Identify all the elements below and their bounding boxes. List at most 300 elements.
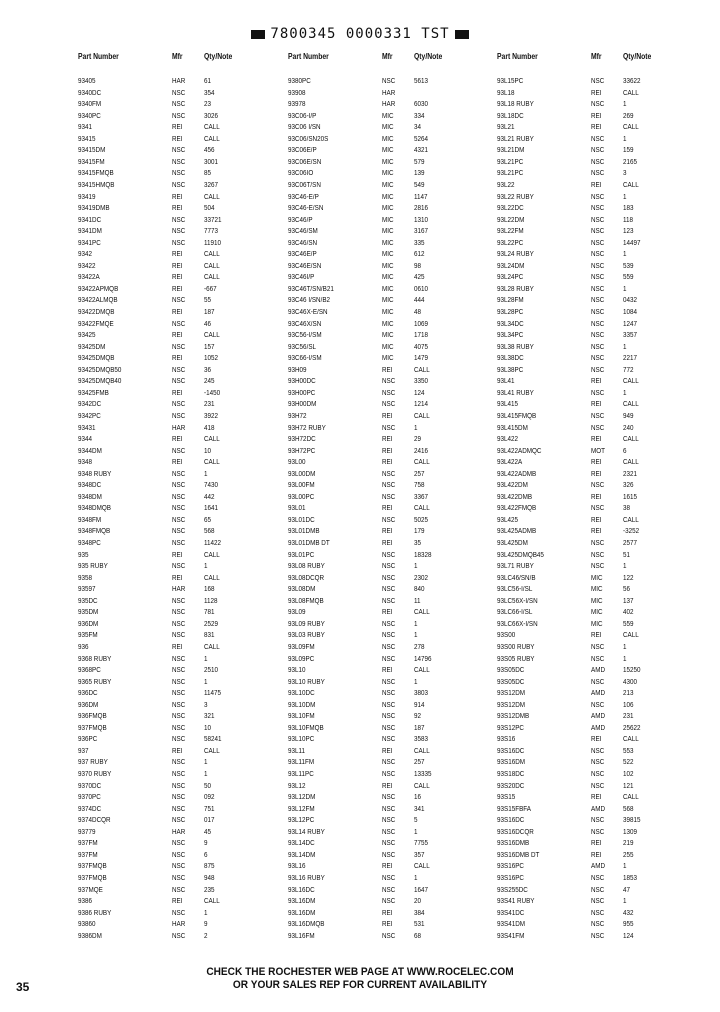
quantity: 51 bbox=[623, 551, 631, 559]
part-number: 93LC46/SN/B bbox=[497, 574, 536, 582]
table-row bbox=[497, 376, 697, 387]
part-number: 937FMQB bbox=[78, 863, 107, 871]
manufacturer: NSC bbox=[591, 170, 605, 178]
quantity: CALL bbox=[414, 412, 430, 420]
table-row bbox=[497, 76, 697, 87]
manufacturer: MIC bbox=[382, 158, 394, 166]
quantity: 85 bbox=[204, 170, 212, 178]
table-row bbox=[288, 757, 488, 768]
manufacturer: NSC bbox=[382, 389, 396, 397]
manufacturer: MIC bbox=[591, 597, 603, 605]
quantity: 36 bbox=[204, 366, 212, 374]
table-row bbox=[78, 850, 278, 861]
table-row bbox=[78, 596, 278, 607]
manufacturer: HAR bbox=[172, 828, 186, 836]
quantity: 531 bbox=[414, 921, 425, 929]
manufacturer: REI bbox=[591, 124, 602, 132]
manufacturer: NSC bbox=[382, 874, 396, 882]
quantity: 257 bbox=[414, 759, 425, 767]
quantity: 326 bbox=[623, 482, 634, 490]
table-row bbox=[78, 122, 278, 133]
quantity: 25622 bbox=[623, 724, 641, 732]
manufacturer: NSC bbox=[591, 320, 605, 328]
manufacturer: NSC bbox=[591, 759, 605, 767]
quantity: CALL bbox=[204, 274, 220, 282]
quantity: 50 bbox=[204, 782, 212, 790]
part-number: 93L38DC bbox=[497, 355, 524, 363]
part-number: 93L22 RUBY bbox=[497, 193, 534, 201]
part-number: 9386 RUBY bbox=[78, 909, 112, 917]
part-number: 93431 bbox=[78, 424, 96, 432]
manufacturer: NSC bbox=[172, 112, 186, 120]
manufacturer: MIC bbox=[382, 332, 394, 340]
manufacturer: MIC bbox=[382, 228, 394, 236]
part-number: 937FMQB bbox=[78, 724, 107, 732]
table-row bbox=[497, 896, 697, 907]
part-number: 93LC56X-I/SN bbox=[497, 597, 538, 605]
part-number: 93L422 bbox=[497, 436, 519, 444]
quantity: 38 bbox=[623, 505, 631, 513]
manufacturer: NSC bbox=[382, 690, 396, 698]
table-row bbox=[78, 515, 278, 526]
part-number: 93L14 RUBY bbox=[288, 828, 325, 836]
manufacturer: MIC bbox=[382, 216, 394, 224]
table-row bbox=[78, 330, 278, 341]
quantity: 1 bbox=[623, 898, 627, 906]
quantity: 1 bbox=[623, 563, 627, 571]
quantity: CALL bbox=[204, 332, 220, 340]
table-row bbox=[497, 203, 697, 214]
parts-column-3 bbox=[497, 50, 697, 940]
quantity: 7773 bbox=[204, 228, 219, 236]
quantity: 10 bbox=[204, 724, 212, 732]
quantity: 123 bbox=[623, 228, 634, 236]
manufacturer: REI bbox=[382, 782, 393, 790]
document-code: 7800345 0000331 TST bbox=[270, 26, 450, 42]
quantity: 124 bbox=[623, 932, 634, 940]
part-number: 93S16DC bbox=[497, 817, 525, 825]
quantity: 1 bbox=[623, 101, 627, 109]
manufacturer: REI bbox=[382, 505, 393, 513]
manufacturer: NSC bbox=[591, 678, 605, 686]
manufacturer: MIC bbox=[591, 574, 603, 582]
part-number: 9370PC bbox=[78, 794, 101, 802]
table-row bbox=[78, 284, 278, 295]
quantity: 98 bbox=[414, 262, 422, 270]
table-row bbox=[78, 342, 278, 353]
manufacturer: NSC bbox=[172, 158, 186, 166]
table-row bbox=[288, 342, 488, 353]
quantity: 1 bbox=[623, 343, 627, 351]
table-row bbox=[288, 272, 488, 283]
manufacturer: NSC bbox=[172, 89, 186, 97]
manufacturer: NSC bbox=[172, 366, 186, 374]
quantity: 612 bbox=[414, 251, 425, 259]
manufacturer: NSC bbox=[382, 574, 396, 582]
manufacturer: NSC bbox=[382, 701, 396, 709]
part-number: 93L41 bbox=[497, 378, 515, 386]
quantity: CALL bbox=[414, 863, 430, 871]
table-row bbox=[497, 573, 697, 584]
manufacturer: NSC bbox=[382, 378, 396, 386]
manufacturer: REI bbox=[382, 609, 393, 617]
quantity: 522 bbox=[623, 759, 634, 767]
manufacturer: AMD bbox=[591, 690, 606, 698]
table-row bbox=[497, 873, 697, 884]
manufacturer: NSC bbox=[172, 667, 186, 675]
quantity: 2217 bbox=[623, 355, 638, 363]
manufacturer: NSC bbox=[172, 713, 186, 721]
table-row bbox=[78, 168, 278, 179]
part-number: 9368 RUBY bbox=[78, 655, 112, 663]
quantity: 1718 bbox=[414, 332, 429, 340]
manufacturer: NSC bbox=[591, 563, 605, 571]
part-number: 93L08 RUBY bbox=[288, 563, 325, 571]
table-row bbox=[78, 861, 278, 872]
table-row bbox=[497, 792, 697, 803]
quantity: CALL bbox=[623, 459, 639, 467]
manufacturer: NSC bbox=[172, 493, 186, 501]
quantity: 1853 bbox=[623, 874, 638, 882]
part-number: 93S05 RUBY bbox=[497, 655, 535, 663]
part-number: 936DC bbox=[78, 690, 98, 698]
part-number: 93L16FM bbox=[288, 932, 315, 940]
part-number: 9370DC bbox=[78, 782, 102, 790]
manufacturer: NSC bbox=[382, 470, 396, 478]
table-row bbox=[78, 607, 278, 618]
quantity: CALL bbox=[623, 401, 639, 409]
manufacturer: MIC bbox=[382, 251, 394, 259]
part-number: 93S12PC bbox=[497, 724, 524, 732]
table-row bbox=[288, 469, 488, 480]
table-row bbox=[78, 908, 278, 919]
part-number: 937MQE bbox=[78, 886, 103, 894]
manufacturer: NSC bbox=[382, 736, 396, 744]
table-row bbox=[288, 734, 488, 745]
manufacturer: MIC bbox=[382, 124, 394, 132]
part-number: 93L22DC bbox=[497, 205, 524, 213]
manufacturer: MIC bbox=[382, 285, 394, 293]
manufacturer: NSC bbox=[591, 886, 605, 894]
table-row bbox=[288, 492, 488, 503]
table-row bbox=[497, 111, 697, 122]
manufacturer: REI bbox=[382, 667, 393, 675]
part-number: 9368PC bbox=[78, 667, 101, 675]
manufacturer: REI bbox=[591, 378, 602, 386]
quantity: 122 bbox=[623, 574, 634, 582]
part-number: 93LC56-I/SL bbox=[497, 586, 533, 594]
quantity: 231 bbox=[623, 713, 634, 721]
quantity: CALL bbox=[623, 632, 639, 640]
part-number: 93L425 bbox=[497, 516, 519, 524]
table-row bbox=[78, 584, 278, 595]
quantity: 1641 bbox=[204, 505, 219, 513]
manufacturer: NSC bbox=[382, 771, 396, 778]
manufacturer: NSC bbox=[172, 181, 186, 189]
table-row bbox=[78, 550, 278, 561]
manufacturer: MIC bbox=[382, 135, 394, 143]
table-row bbox=[497, 399, 697, 410]
part-number: 93908 bbox=[288, 89, 306, 97]
table-row bbox=[288, 215, 488, 226]
table-row bbox=[288, 319, 488, 330]
table-row bbox=[497, 757, 697, 768]
table-row bbox=[78, 642, 278, 653]
part-number: 93422A bbox=[78, 274, 100, 282]
manufacturer: HAR bbox=[382, 89, 396, 97]
part-number: 93978 bbox=[288, 101, 306, 109]
part-number: 93L18DC bbox=[497, 112, 524, 120]
quantity: 4075 bbox=[414, 343, 429, 351]
quantity: CALL bbox=[204, 747, 220, 755]
table-row bbox=[497, 434, 697, 445]
table-row bbox=[497, 642, 697, 653]
table-row bbox=[78, 365, 278, 376]
table-row bbox=[288, 931, 488, 942]
manufacturer: NSC bbox=[172, 528, 186, 536]
part-number: 9386 bbox=[78, 898, 93, 906]
quantity: 121 bbox=[623, 782, 634, 790]
part-number: 93L28PC bbox=[497, 309, 524, 316]
manufacturer: NSC bbox=[382, 78, 396, 85]
part-number: 93L10 RUBY bbox=[288, 678, 325, 686]
quantity: 235 bbox=[204, 886, 215, 894]
part-number: 936DM bbox=[78, 701, 99, 709]
manufacturer: REI bbox=[172, 747, 183, 755]
quantity: CALL bbox=[204, 436, 220, 444]
part-number: 936PC bbox=[78, 736, 98, 744]
part-number: 93LC66-I/SL bbox=[497, 609, 533, 617]
part-number: 93S00 bbox=[497, 632, 516, 640]
table-row bbox=[288, 249, 488, 260]
part-number: 93L21 bbox=[497, 124, 515, 132]
table-row bbox=[288, 561, 488, 572]
part-number: 93L14DC bbox=[288, 840, 315, 848]
table-row bbox=[78, 376, 278, 387]
part-number: 935 bbox=[78, 551, 89, 559]
quantity: 442 bbox=[204, 493, 215, 501]
manufacturer: NSC bbox=[172, 482, 186, 490]
table-row bbox=[288, 353, 488, 364]
part-number: 9342 bbox=[78, 251, 93, 259]
quantity: -1450 bbox=[204, 389, 221, 397]
manufacturer: REI bbox=[591, 794, 602, 802]
table-row bbox=[288, 896, 488, 907]
manufacturer: NSC bbox=[172, 147, 186, 155]
quantity: 1 bbox=[623, 193, 627, 201]
table-row bbox=[288, 330, 488, 341]
part-number: 93L24DM bbox=[497, 262, 525, 270]
quantity: 1310 bbox=[414, 216, 429, 224]
quantity: 949 bbox=[623, 412, 634, 420]
quantity: 357 bbox=[414, 851, 425, 859]
part-number: 93L28 RUBY bbox=[497, 285, 534, 293]
part-number: 93422FMQE bbox=[78, 320, 114, 328]
quantity: 444 bbox=[414, 297, 425, 305]
part-number: 93415FMQB bbox=[78, 170, 114, 178]
manufacturer: NSC bbox=[591, 828, 605, 836]
manufacturer: NSC bbox=[591, 343, 605, 351]
table-row bbox=[288, 781, 488, 792]
quantity: 35 bbox=[414, 540, 422, 547]
quantity: -667 bbox=[204, 285, 217, 293]
manufacturer: NSC bbox=[591, 228, 605, 236]
table-row bbox=[288, 688, 488, 699]
part-number: 93L21DM bbox=[497, 147, 525, 155]
part-number: 93425DMQB bbox=[78, 355, 115, 363]
manufacturer: NSC bbox=[382, 932, 396, 940]
table-row bbox=[288, 157, 488, 168]
quantity: 539 bbox=[623, 262, 634, 270]
table-row bbox=[78, 88, 278, 99]
part-number: 93H09 bbox=[288, 366, 307, 374]
quantity: 2510 bbox=[204, 667, 219, 675]
table-row bbox=[78, 885, 278, 896]
quantity: 9 bbox=[204, 840, 208, 848]
quantity: 3026 bbox=[204, 112, 219, 120]
part-number: 93L21PC bbox=[497, 170, 524, 178]
part-number: 9341DM bbox=[78, 228, 102, 236]
quantity: 1309 bbox=[623, 828, 638, 836]
part-number: 93C46E/SN bbox=[288, 262, 322, 270]
table-row bbox=[78, 353, 278, 364]
part-number: 93L22FM bbox=[497, 228, 524, 236]
manufacturer: REI bbox=[591, 112, 602, 120]
part-number: 93L08DM bbox=[288, 586, 316, 594]
quantity: 45 bbox=[204, 828, 212, 836]
quantity: 29 bbox=[414, 436, 422, 444]
manufacturer: NSC bbox=[591, 101, 605, 109]
manufacturer: HAR bbox=[172, 424, 186, 432]
part-number: 93C06E/P bbox=[288, 147, 317, 155]
quantity: 384 bbox=[414, 909, 425, 917]
table-row bbox=[288, 88, 488, 99]
table-row bbox=[288, 399, 488, 410]
table-row bbox=[78, 388, 278, 399]
table-row bbox=[288, 526, 488, 537]
quantity: 34 bbox=[414, 124, 422, 132]
quantity: 157 bbox=[204, 343, 215, 351]
part-number: 9380PC bbox=[288, 78, 311, 85]
manufacturer: REI bbox=[172, 205, 183, 213]
part-number: 93L09PC bbox=[288, 655, 315, 663]
manufacturer: NSC bbox=[591, 782, 605, 790]
part-number: 93C46X/SN bbox=[288, 320, 322, 328]
manufacturer: NSC bbox=[382, 563, 396, 571]
quantity: 219 bbox=[623, 840, 634, 848]
part-number: 93L10 bbox=[288, 667, 306, 675]
part-number: 935 RUBY bbox=[78, 563, 108, 571]
table-row bbox=[497, 295, 697, 306]
part-number: 93L425DM bbox=[497, 540, 528, 547]
manufacturer: MIC bbox=[382, 297, 394, 305]
quantity: 2165 bbox=[623, 158, 638, 166]
manufacturer: REI bbox=[591, 528, 602, 536]
manufacturer: NSC bbox=[591, 747, 605, 755]
manufacturer: REI bbox=[172, 274, 183, 282]
part-number: 93C06T/SN bbox=[288, 181, 321, 189]
part-number: 93L00 bbox=[288, 459, 306, 467]
table-row bbox=[497, 526, 697, 537]
quantity: CALL bbox=[204, 193, 220, 201]
table-row bbox=[497, 619, 697, 630]
table-row bbox=[78, 503, 278, 514]
quantity: 559 bbox=[623, 274, 634, 282]
table-row bbox=[78, 619, 278, 630]
quantity: 3001 bbox=[204, 158, 219, 166]
part-number: 93S05DC bbox=[497, 678, 525, 686]
manufacturer: NSC bbox=[591, 193, 605, 201]
part-number: 93S16 bbox=[497, 736, 516, 744]
table-row bbox=[288, 411, 488, 422]
manufacturer: NSC bbox=[591, 482, 605, 490]
table-row bbox=[78, 492, 278, 503]
part-number: 93L422FMQB bbox=[497, 505, 537, 513]
part-number: 93H00DM bbox=[288, 401, 317, 409]
table-row bbox=[288, 700, 488, 711]
table-row bbox=[288, 861, 488, 872]
quantity: 579 bbox=[414, 158, 425, 166]
table-row bbox=[288, 804, 488, 815]
table-row bbox=[497, 226, 697, 237]
part-number: 93L11PC bbox=[288, 771, 314, 778]
table-row bbox=[288, 457, 488, 468]
table-row bbox=[288, 307, 488, 318]
manufacturer: NSC bbox=[591, 898, 605, 906]
quantity: 1 bbox=[414, 620, 418, 628]
manufacturer: MIC bbox=[382, 147, 394, 155]
table-row bbox=[78, 896, 278, 907]
table-row bbox=[288, 111, 488, 122]
quantity: 47 bbox=[623, 886, 631, 894]
table-row bbox=[78, 272, 278, 283]
part-number: 937FM bbox=[78, 840, 98, 848]
quantity: 092 bbox=[204, 794, 215, 802]
quantity: 1084 bbox=[623, 309, 638, 316]
quantity: 139 bbox=[414, 170, 425, 178]
part-number: 93L21 RUBY bbox=[497, 135, 534, 143]
part-number: 93L422A bbox=[497, 459, 523, 467]
quantity: 4321 bbox=[414, 147, 429, 155]
manufacturer: NSC bbox=[591, 205, 605, 213]
table-row bbox=[78, 215, 278, 226]
manufacturer: REI bbox=[382, 863, 393, 871]
manufacturer: NSC bbox=[382, 805, 396, 813]
table-row bbox=[78, 654, 278, 665]
manufacturer: AMD bbox=[591, 724, 606, 732]
manufacturer: MIC bbox=[591, 586, 603, 594]
quantity: 5 bbox=[414, 817, 418, 825]
table-row bbox=[78, 815, 278, 826]
part-number: 937 bbox=[78, 747, 89, 755]
part-number: 9348DMQB bbox=[78, 505, 111, 513]
quantity: 1647 bbox=[414, 886, 429, 894]
table-row bbox=[78, 792, 278, 803]
part-number: 93S12DMB bbox=[497, 713, 530, 721]
part-number: 93S16DC bbox=[497, 747, 525, 755]
part-number: 93S00 RUBY bbox=[497, 643, 535, 651]
quantity: 5264 bbox=[414, 135, 429, 143]
quantity: 1 bbox=[414, 424, 418, 432]
manufacturer: NSC bbox=[382, 817, 396, 825]
table-row bbox=[78, 561, 278, 572]
quantity: CALL bbox=[623, 89, 639, 97]
table-row bbox=[497, 688, 697, 699]
table-row bbox=[497, 353, 697, 364]
quantity: 3583 bbox=[414, 736, 429, 744]
manufacturer: REI bbox=[172, 332, 183, 340]
manufacturer: NSC bbox=[591, 921, 605, 929]
